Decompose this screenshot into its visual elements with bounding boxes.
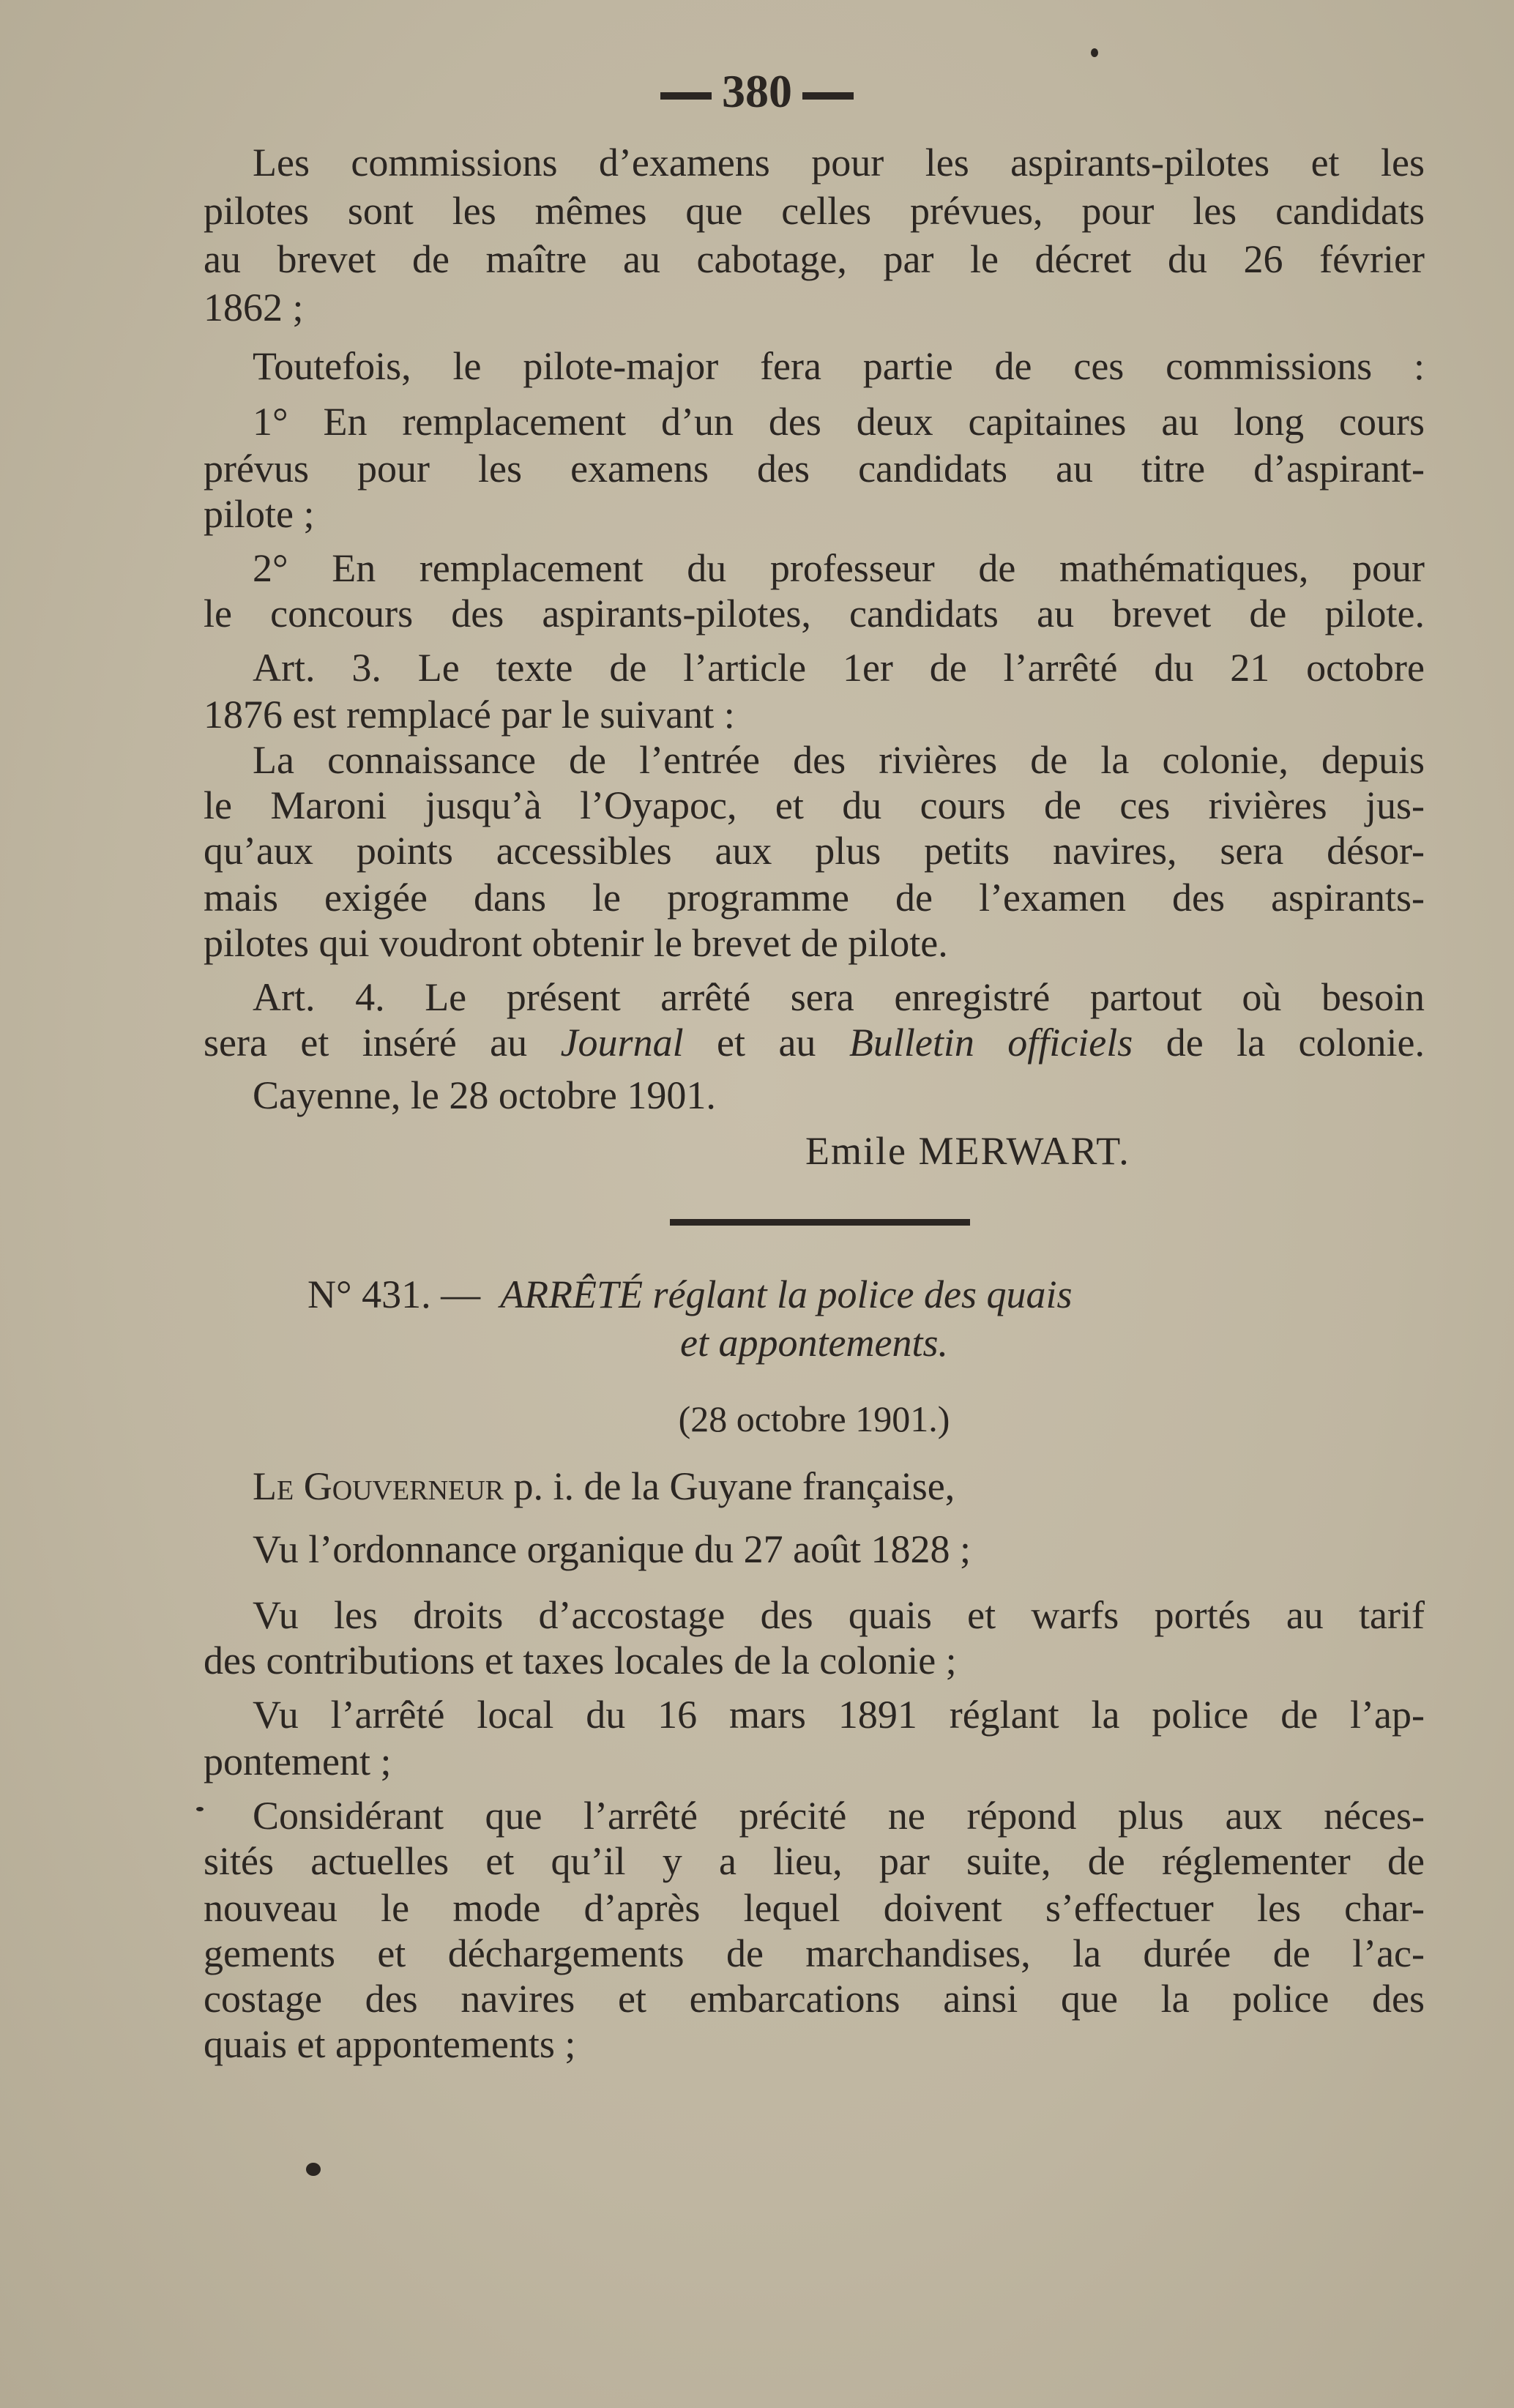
- text-line: 2° En remplacement du professeur de mathématiques, pour: [253, 546, 1425, 590]
- text-span: sera et inséré au: [204, 1021, 561, 1065]
- page-number: 380: [722, 65, 792, 117]
- governor-line: [253, 1463, 1425, 1510]
- ink-speck: [1091, 48, 1098, 57]
- text-line: quais et appontements ;: [204, 2022, 576, 2066]
- text-line: Les commissions d’examens pour les aspirants-pilotes et les: [253, 141, 1425, 184]
- text-line: 1862 ;: [204, 286, 304, 329]
- signature: Emile MERWART.: [805, 1129, 1130, 1173]
- text-line: pilotes sont les mêmes que celles prévues, pour les candidats: [204, 189, 1425, 233]
- bulletin-title: Bulletin officiels: [849, 1021, 1133, 1065]
- text-line: Vu l’arrêté local du 16 mars 1891 réglant la police de l’ap-: [253, 1693, 1425, 1737]
- text-line: mais exigée dans le programme de l’examen des aspirants-: [204, 876, 1425, 920]
- section-divider: [670, 1219, 970, 1226]
- decree-heading: [307, 1271, 1332, 1318]
- text-line: Art. 4. Le présent arrêté sera enregistré partout où besoin: [253, 975, 1425, 1019]
- text-line: pilote ;: [204, 492, 315, 536]
- date-line: Cayenne, le 28 octobre 1901.: [253, 1073, 716, 1117]
- ink-speck: [306, 2163, 321, 2176]
- decree-title-cont: et appontements.: [680, 1321, 948, 1365]
- text-line: 1876 est remplacé par le suivant :: [204, 693, 735, 737]
- text-line: Vu les droits d’accostage des quais et warfs portés au tarif: [253, 1593, 1425, 1637]
- text-span: p. i. de la Guyane française,: [504, 1464, 955, 1508]
- right-dash: [802, 92, 854, 100]
- decree-date: (28 octobre 1901.): [678, 1398, 950, 1439]
- text-span: de la colonie.: [1133, 1021, 1425, 1065]
- text-line: sités actuelles et qu’il y a lieu, par suite, de réglementer de: [204, 1839, 1425, 1883]
- text-line: Art. 3. Le texte de l’article 1er de l’arrêté du 21 octobre: [253, 646, 1425, 690]
- text-line: le concours des aspirants-pilotes, candidats au brevet de pilote.: [204, 592, 1425, 635]
- text-line: prévus pour les examens des candidats au titre d’aspirant-: [204, 447, 1425, 491]
- ink-speck: [196, 1807, 204, 1811]
- text-span: et au: [683, 1021, 849, 1065]
- text-line: des contributions et taxes locales de la colonie ;: [204, 1639, 957, 1682]
- page-number-header: [0, 64, 1514, 119]
- text-line: Vu l’ordonnance organique du 27 août 1828 ;: [253, 1527, 972, 1571]
- text-line: La connaissance de l’entrée des rivières de la colonie, depuis: [253, 738, 1425, 782]
- text-line: Considérant que l’arrêté précité ne répond plus aux néces-: [253, 1794, 1425, 1838]
- text-line: au brevet de maître au cabotage, par le décret du 26 février: [204, 237, 1425, 281]
- text-line: 1° En remplacement d’un des deux capitaines au long cours: [253, 400, 1425, 444]
- governor-title: Le Gouverneur: [253, 1464, 504, 1508]
- journal-title: Journal: [560, 1021, 684, 1065]
- text-line: pontement ;: [204, 1740, 392, 1783]
- text-line: nouveau le mode d’après lequel doivent s’effectuer les char-: [204, 1886, 1425, 1930]
- text-line-art4: [204, 1019, 1425, 1066]
- text-line: qu’aux points accessibles aux plus petits navires, sera désor-: [204, 829, 1425, 873]
- decree-title: ARRÊTÉ réglant la police des quais: [500, 1272, 1073, 1316]
- left-dash: [660, 92, 712, 100]
- text-line: le Maroni jusqu’à l’Oyapoc, et du cours de ces rivières jus-: [204, 783, 1425, 827]
- text-line: costage des navires et embarcations ainsi que la police des: [204, 1977, 1425, 2021]
- text-line: pilotes qui voudront obtenir le brevet de pilote.: [204, 921, 948, 965]
- decree-number: N° 431. —: [307, 1272, 481, 1316]
- text-line: gements et déchargements de marchandises, la durée de l’ac-: [204, 1931, 1425, 1975]
- text-line: Toutefois, le pilote-major fera partie de ces commissions :: [253, 344, 1425, 388]
